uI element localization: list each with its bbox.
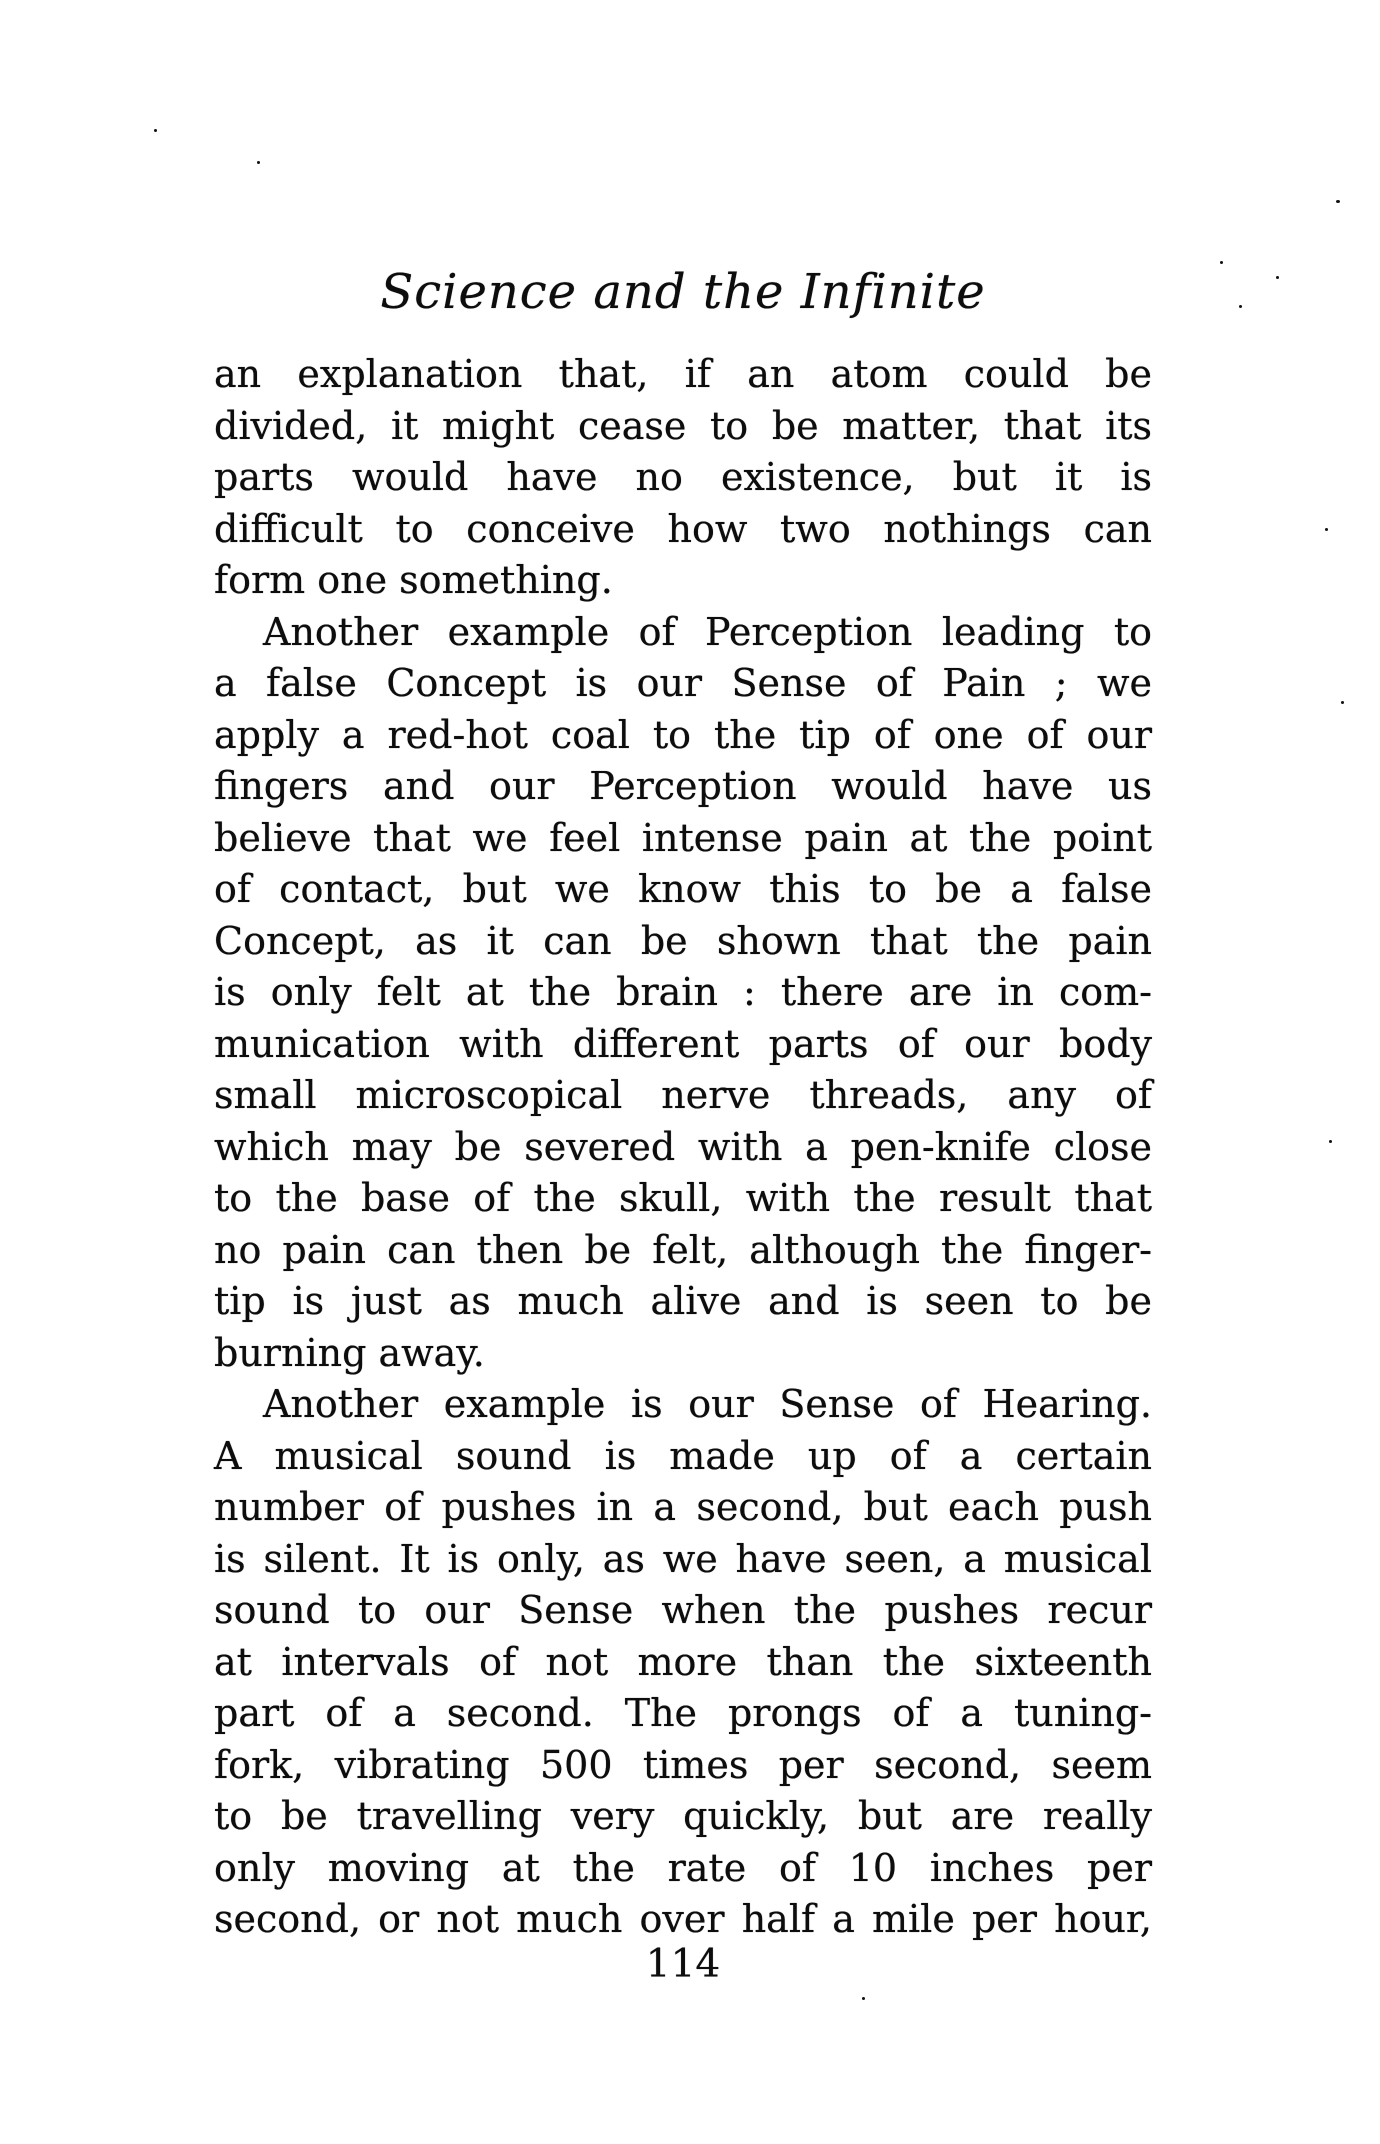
text-line: to be travelling very quickly, but are really <box>214 1794 1152 1838</box>
text-line: A musical sound is made up of a certain <box>214 1433 1152 1478</box>
scan-speck <box>1341 701 1344 704</box>
text-line: no pain can then be felt, although the finger- <box>214 1227 1152 1272</box>
text-line: sound to our Sense when the pushes recur <box>214 1588 1152 1632</box>
text-line: small microscopical nerve threads, any of <box>214 1073 1152 1117</box>
text-line: fingers and our Perception would have us <box>214 764 1152 808</box>
text-line: difficult to conceive how two nothings can <box>214 506 1152 551</box>
scan-speck <box>862 1997 865 2000</box>
text-line: Another example of Perception leading to <box>263 609 1152 654</box>
scan-speck <box>1329 1140 1332 1143</box>
text-line: which may be severed with a pen-knife close <box>214 1124 1152 1169</box>
text-line: Another example is our Sense of Hearing. <box>263 1382 1152 1426</box>
text-line: of contact, but we know this to be a false <box>214 867 1152 911</box>
body-text <box>214 349 1152 1946</box>
text-line: a false Concept is our Sense of Pain ; we <box>214 661 1152 705</box>
text-line: to the base of the skull, with the result that <box>214 1176 1152 1220</box>
text-line: Concept, as it can be shown that the pain <box>214 918 1152 963</box>
text-line: number of pushes in a second, but each push <box>214 1485 1152 1529</box>
text-line: an explanation that, if an atom could be <box>214 352 1152 396</box>
text-line: tip is just as much alive and is seen to be <box>214 1279 1152 1323</box>
text-line: at intervals of not more than the sixteenth <box>214 1639 1152 1684</box>
text-line: second, or not much over half a mile per hour, <box>214 1897 1152 1941</box>
text-line: divided, it might cease to be matter, that its <box>214 403 1152 448</box>
text-line: part of a second. The prongs of a tuning- <box>214 1691 1152 1735</box>
scan-speck <box>1239 305 1242 308</box>
text-line: fork, vibrating 500 times per second, seem <box>214 1742 1152 1787</box>
scan-speck <box>1336 200 1340 203</box>
scan-speck <box>154 129 157 132</box>
page-number: 114 <box>645 1942 721 1987</box>
scan-speck <box>1325 528 1328 531</box>
scan-speck <box>1220 261 1223 264</box>
text-line: believe that we feel intense pain at the point <box>214 815 1152 860</box>
text-line: is silent. It is only, as we have seen, a musical <box>214 1536 1152 1581</box>
text-line: parts would have no existence, but it is <box>214 455 1152 499</box>
scan-speck <box>257 161 260 164</box>
text-line: munication with different parts of our body <box>214 1021 1152 1066</box>
page-title: Science and the Infinite <box>380 264 986 320</box>
text-line: form one something. <box>214 558 613 602</box>
text-line: only moving at the rate of 10 inches per <box>214 1845 1152 1890</box>
text-line: apply a red-hot coal to the tip of one of our <box>214 712 1152 757</box>
scan-speck <box>1276 276 1279 279</box>
text-line: burning away. <box>214 1330 485 1375</box>
text-line: is only felt at the brain : there are in com- <box>214 970 1152 1014</box>
